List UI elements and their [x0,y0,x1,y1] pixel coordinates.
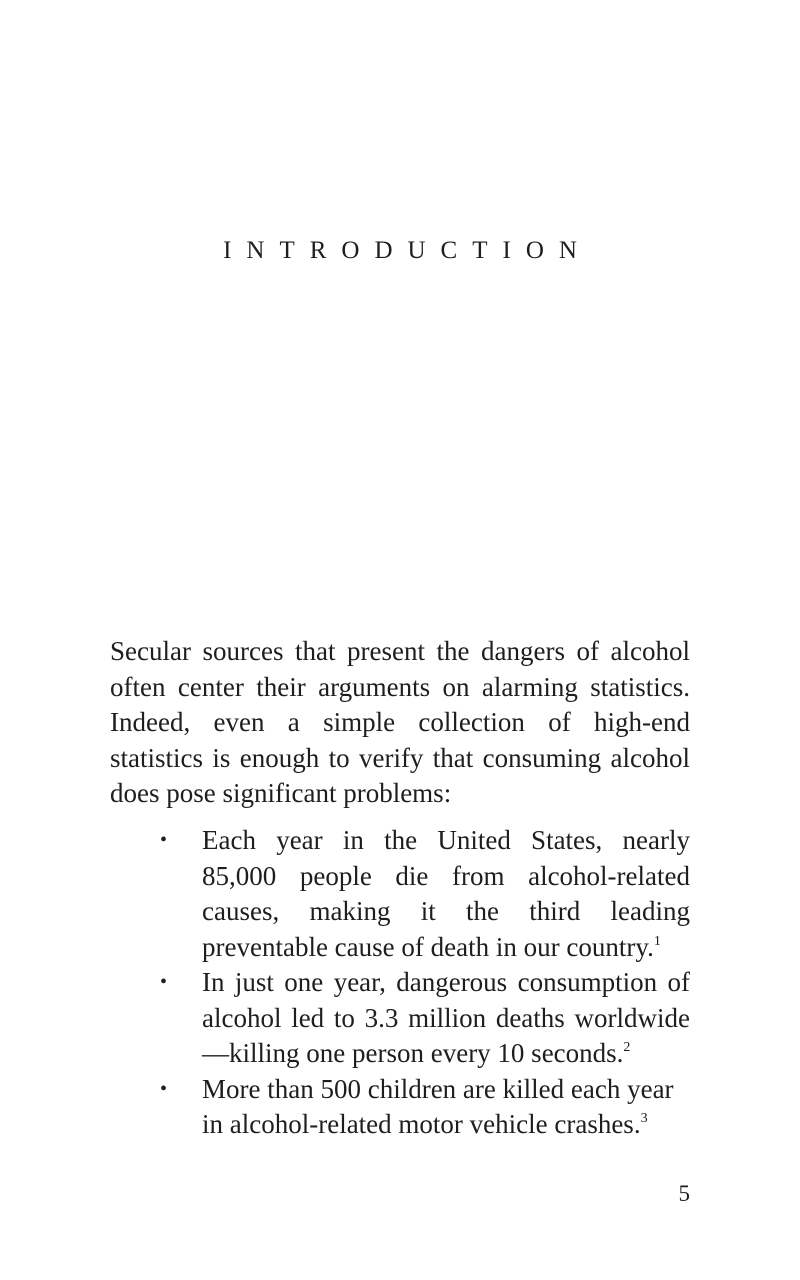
list-item-text: More than 500 children are killed each year in alcohol-related motor vehicle crashes. [202,1073,674,1139]
bullet-icon: • [160,1077,168,1100]
list-item [110,823,690,965]
footnote-ref: 1 [653,933,661,949]
list-item-text: Each year in the United States, nearly 85,000 people die from alcohol-related causes, making it the third leading preventable cause of death in our country. [202,825,690,962]
list-item [110,1072,690,1143]
footnote-ref: 2 [623,1040,631,1055]
page-number: 5 [678,1181,690,1206]
bullet-icon: • [160,829,168,851]
footnote-ref: 3 [640,1111,648,1126]
list-item [110,965,690,1072]
list-item-text: In just one year, dangerous consumption of alcohol led to 3.3 million deaths worldwide—killing one person every 10 seconds. [202,967,690,1068]
chapter-heading: INTRODUCTION [223,237,592,264]
intro-paragraph: Secular sources that present the dangers of alcohol often center their arguments on alarming statistics. Indeed, even a simple collection of high-end statistics is enough to verify that consuming alcohol does pose significant problems: [110,636,690,808]
bullet-icon: • [160,971,168,993]
statistics-list [110,823,690,1143]
